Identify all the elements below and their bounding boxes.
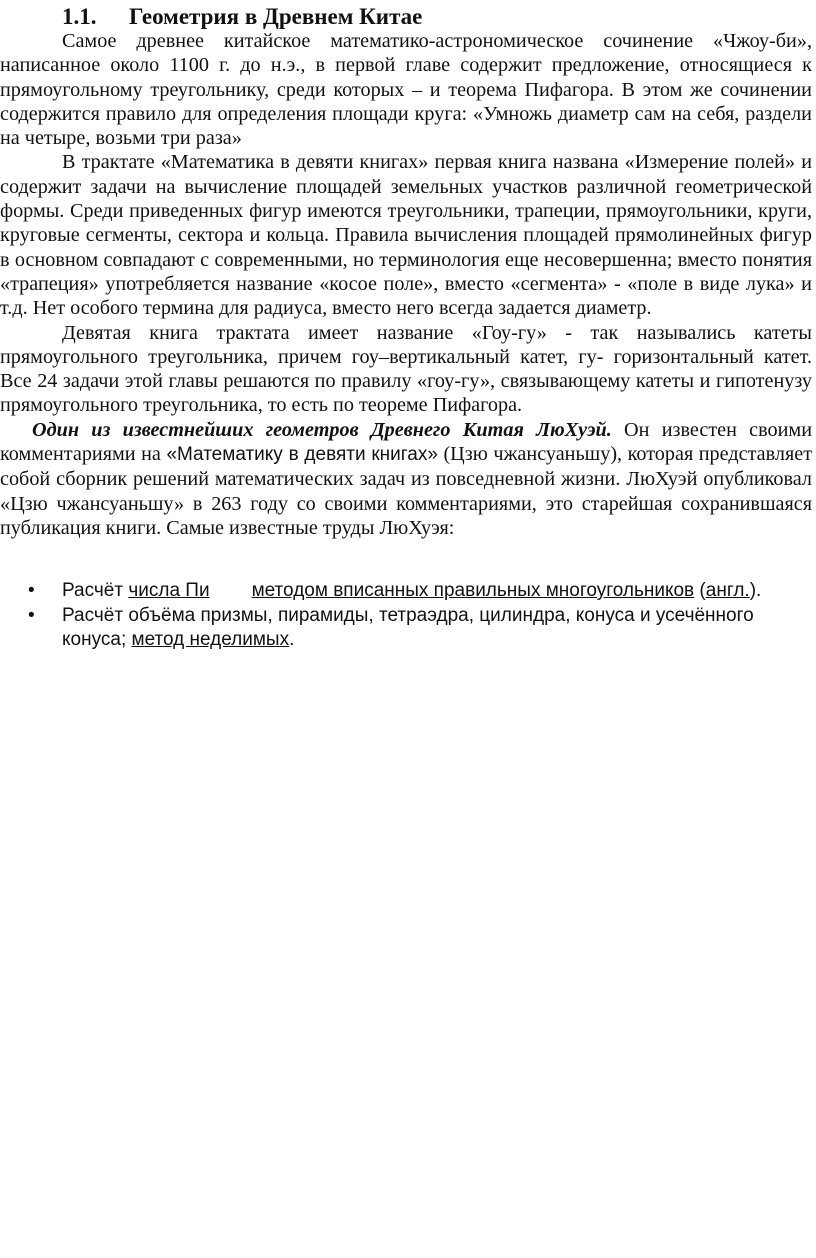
section-number: 1.1. bbox=[62, 4, 97, 29]
paragraph-nine-books: В трактате «Математика в девяти книгах» первая книга названа «Измерение полей» и содержит задачи на вычисление площадей земельных участков различной геометрической формы. Среди приведенных фигур имеются треугольники, трапеции, прямоугольники, круги, круговые сегменты, сектора и кольца. Правила вычисления площадей прямолинейных фигур в основном совпадают с современными, но терминология еще несовершенна; вместо понятия «трапеция» употребляется название «косое поле», вместо «сегмента» - «поле в виде лука» и т.д. Нет особого термина для радиуса, вместо него всегда задается диаметр. bbox=[0, 151, 812, 320]
works-list bbox=[0, 579, 812, 653]
body-text bbox=[0, 29, 812, 540]
paragraph-zhou-bi: Самое древнее китайское математико-астрономическое сочинение «Чжоу-би», написанное около 1100 г. до н.э., в первой главе содержит предложение, относящиеся к прямоугольному треугольнику, среди которых – и теорема Пифагора. В этом же сочинении содержится правило для определения площади круга: «Умножь диаметр сам на себя, раздели на четыре, возьми три раза» bbox=[0, 30, 812, 150]
list-item bbox=[0, 579, 812, 604]
liu-hui-text-after: (Цзю чжансуаньшу), которая представляет собой сборник решений математических задач из повседневной жизни. ЛюХуэй опубликовал «Цзю чжансуаньшу» в 263 году со своими комментариями, это старейшая сохранившаяся публикация книги. Самые известные труды ЛюХуэя: bbox=[0, 443, 813, 539]
list-item bbox=[0, 604, 812, 653]
paragraph-gou-gu: Девятая книга трактата имеет название «Гоу-гу» - так назывались катеты прямоугольного треугольника, причем гоу–вертикальный катет, гу- горизонтальный катет. Все 24 задачи этой главы решаются по правилу «гоу-гу», связывающему катеты и гипотенузу прямоугольного треугольника, то есть по теореме Пифагора. bbox=[0, 321, 812, 417]
section-title: Геометрия в Древнем Китае bbox=[129, 4, 423, 29]
book-title: «Математику в девяти книгах» bbox=[166, 444, 438, 466]
item1-middle: ( bbox=[694, 580, 706, 601]
link-pi-number[interactable]: числа Пи bbox=[128, 580, 210, 601]
section-heading bbox=[62, 2, 422, 32]
liu-hui-text-before: Он известен своими комментариями на bbox=[0, 418, 813, 466]
link-english[interactable]: англ. bbox=[705, 580, 750, 601]
item2-prefix: Расчёт объёма призмы, пирамиды, тетраэдра, цилиндра, конуса и усечённого конуса; bbox=[62, 604, 754, 650]
item2-suffix: . bbox=[289, 629, 295, 650]
bullet-icon: • bbox=[28, 604, 35, 626]
link-method-of-indivisibles[interactable]: метод неделимых bbox=[131, 629, 290, 650]
link-inscribed-polygons[interactable]: методом вписанных правильных многоугольников bbox=[251, 580, 695, 601]
bullet-icon: • bbox=[28, 580, 35, 601]
liu-hui-lead: Один из известнейших геометров Древнего Китая ЛюХуэй. bbox=[32, 418, 612, 441]
item1-prefix: Расчёт bbox=[62, 580, 129, 601]
item1-suffix: ). bbox=[749, 580, 762, 601]
paragraph-liu-hui bbox=[0, 418, 812, 540]
